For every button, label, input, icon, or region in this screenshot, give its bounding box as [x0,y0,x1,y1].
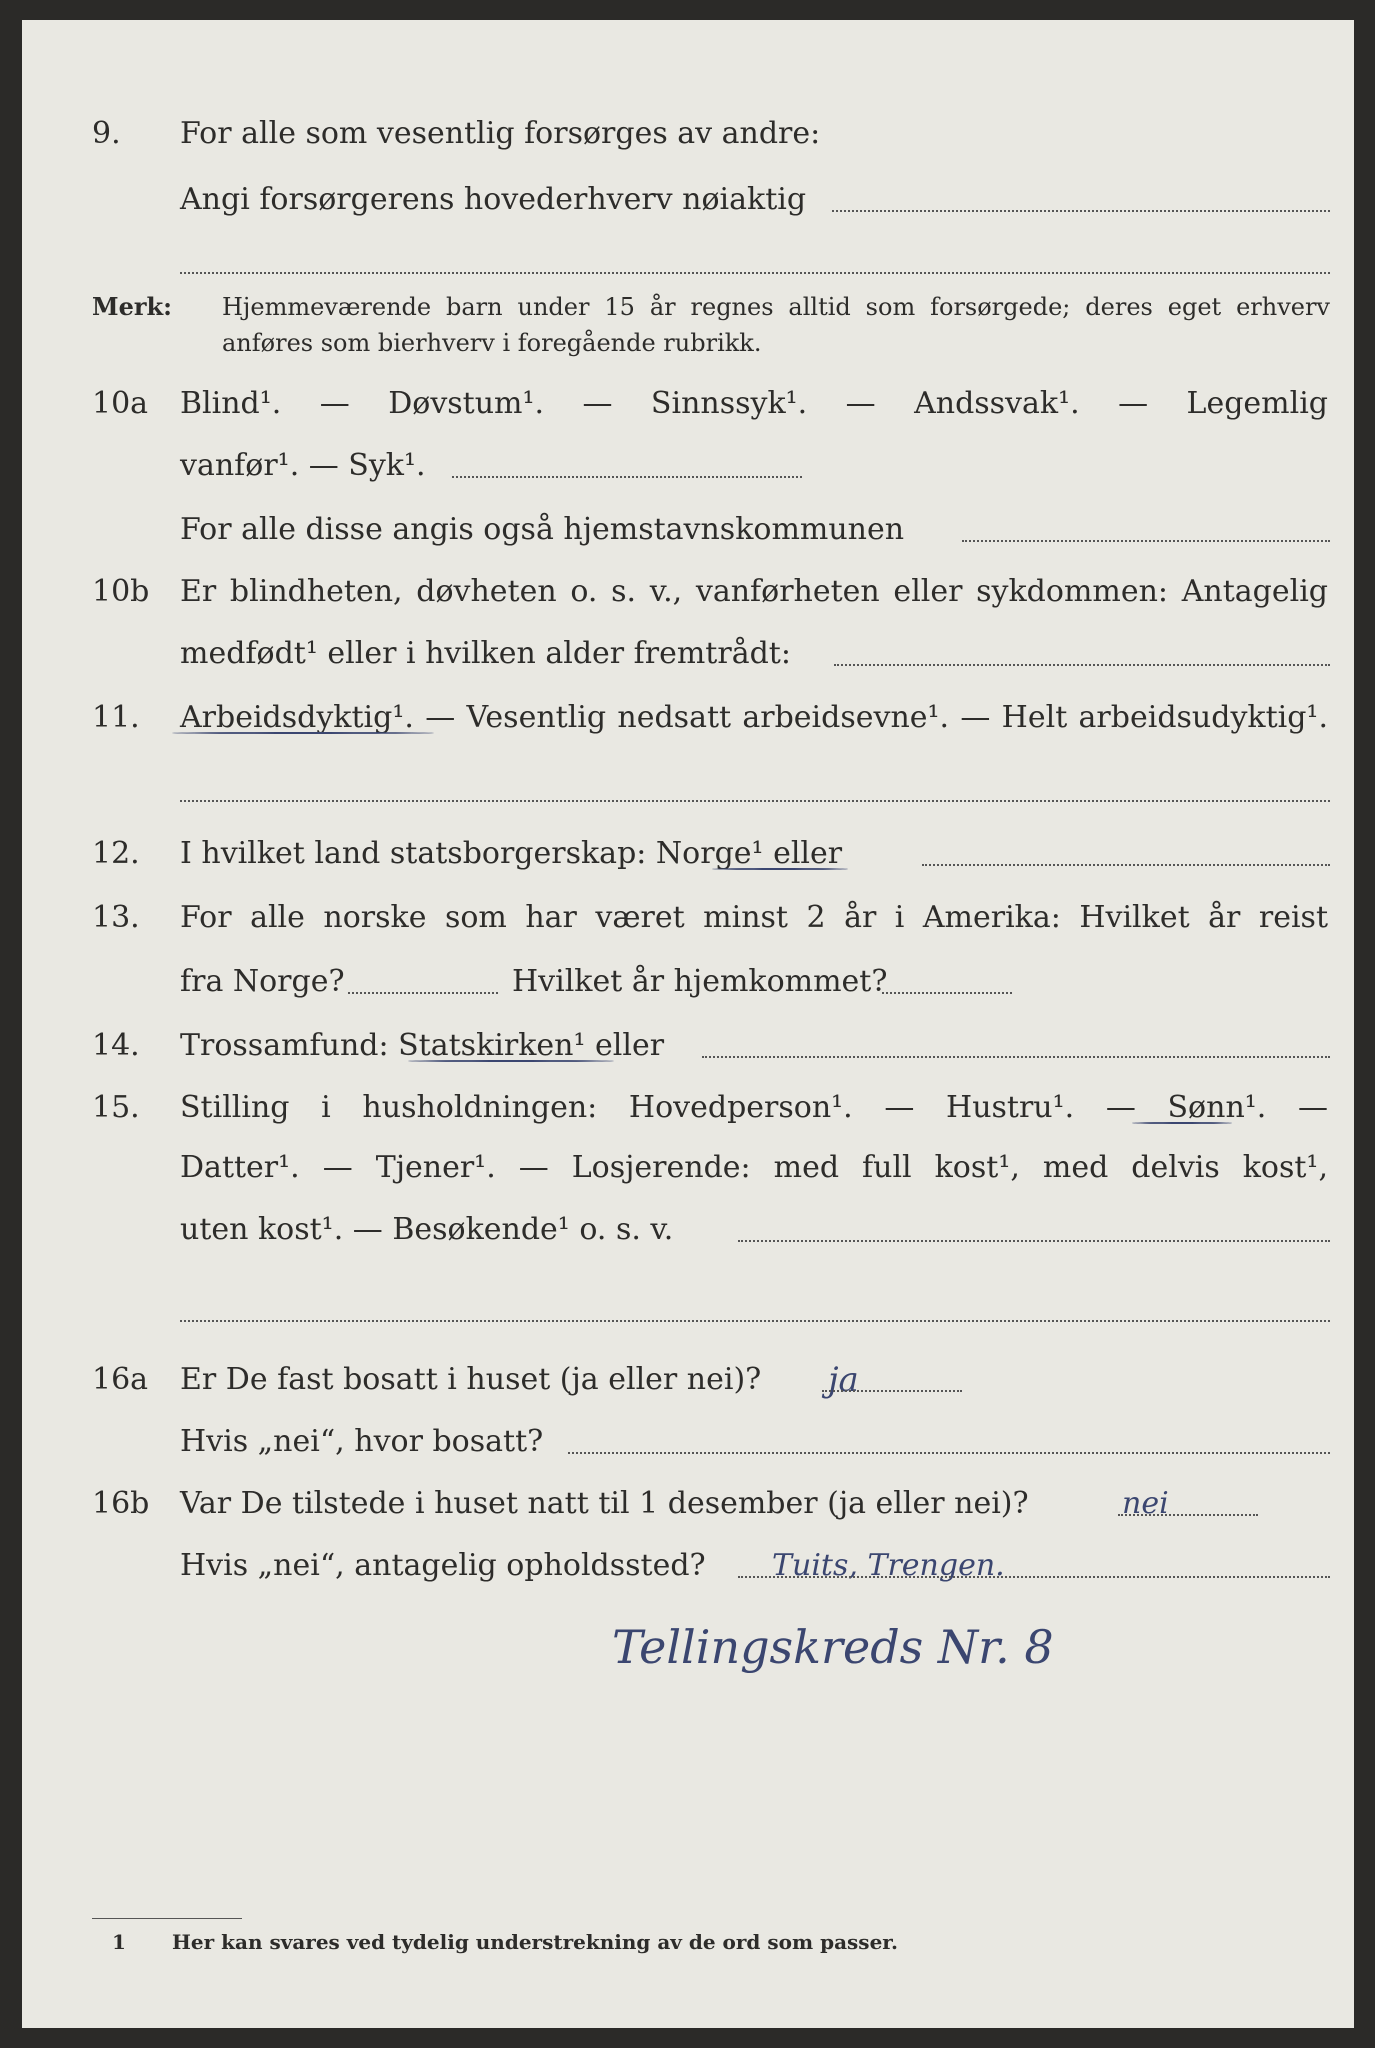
question-text: Datter¹. — Tjener¹. — Losjerende: med full kost¹, med delvis kost¹, [180,1150,1328,1185]
question-number: 11. [92,700,140,735]
answer-line[interactable] [702,1056,1330,1058]
question-16b-row [22,1482,1354,1526]
note-text: anføres som bierhverv i foregående rubrikk. [222,329,762,357]
question-text: Arbeidsdyktig¹. — Vesentlig nedsatt arbeidsevne¹. — Helt arbeidsudyktig¹. [180,700,1328,735]
answer-line[interactable] [832,210,1330,212]
answer-line[interactable] [568,1452,1330,1454]
question-10b-row-2 [22,632,1354,676]
answer-line[interactable] [822,1390,962,1392]
question-number: 9. [92,116,121,151]
answer-line[interactable] [738,1240,1330,1242]
question-text: medfødt¹ eller i hvilken alder fremtrådt: [180,636,791,671]
census-form-page [22,20,1354,2028]
handwritten-answer: Tuits, Trengen. [772,1548,1005,1583]
handwritten-underline [408,1060,614,1062]
answer-line[interactable] [452,476,802,478]
question-text: I hvilket land statsborgerskap: Norge¹ eller [180,836,843,871]
answer-line[interactable] [962,540,1330,542]
footnote-text: Her kan svares ved tydelig understrekning av de ord som passer. [172,1930,898,1954]
handwritten-district-number: Tellingskreds Nr. 8 [612,1620,1054,1674]
question-11-row [22,696,1354,740]
question-10b-row [22,570,1354,614]
question-number: 12. [92,836,140,871]
answer-line[interactable] [180,800,1330,802]
handwritten-answer: nei [1122,1486,1169,1521]
footnote-divider [92,1918,242,1919]
answer-line[interactable] [738,1576,1330,1578]
question-text: Var De tilstede i huset natt til 1 desember (ja eller nei)? [180,1486,1029,1521]
question-number: 10b [92,574,150,609]
question-text: Trossamfund: Statskirken¹ eller [180,1028,665,1063]
question-number: 16b [92,1486,150,1521]
question-text: For alle som vesentlig forsørges av andre: [180,116,821,151]
question-12-row [22,832,1354,876]
handwritten-underline [1132,1122,1232,1124]
question-14-row [22,1024,1354,1068]
note-row-2 [22,326,1354,370]
question-text: vanfør¹. — Syk¹. [180,448,426,483]
handwritten-answer: ja [828,1360,859,1400]
question-10a-row-2 [22,444,1354,488]
question-text: For alle disse angis også hjemstavnskommunen [180,512,905,547]
question-16a-row-2 [22,1420,1354,1464]
answer-line[interactable] [1118,1514,1258,1516]
question-16a-row [22,1358,1354,1402]
question-10a-row [22,382,1354,426]
answer-line[interactable] [180,1320,1330,1322]
question-number: 15. [92,1090,140,1125]
handwritten-underline [712,868,848,870]
handwritten-note-row [22,1612,1354,1682]
question-text: Hvis „nei“, antagelig opholdssted? [180,1548,706,1583]
question-number: 14. [92,1028,140,1063]
question-15-row [22,1086,1354,1130]
question-13-row-2 [22,960,1354,1004]
question-text: Hvilket år hjemkommet? [512,964,888,999]
question-number: 16a [92,1362,149,1397]
answer-line[interactable] [882,992,1012,994]
note-label: Merk: [92,292,172,321]
question-text: Er blindheten, døvheten o. s. v., vanførheten eller sykdommen: Antagelig [180,574,1328,609]
question-number: 13. [92,900,140,935]
question-number: 10a [92,386,149,421]
question-text: Blind¹. — Døvstum¹. — Sinnssyk¹. — Andssvak¹. — Legemlig [180,386,1328,421]
answer-line[interactable] [180,272,1330,274]
question-16b-row-2 [22,1544,1354,1588]
answer-line[interactable] [834,664,1330,666]
question-text: uten kost¹. — Besøkende¹ o. s. v. [180,1212,674,1247]
question-15-row-2 [22,1146,1354,1190]
answer-line[interactable] [348,992,498,994]
answer-line[interactable] [922,864,1330,866]
note-text: Hjemmeværende barn under 15 år regnes alltid som forsørgede; deres eget erhverv [222,293,1330,321]
question-10a-row-3 [22,508,1354,552]
question-13-row [22,896,1354,940]
question-15-row-3 [22,1208,1354,1252]
footnote-mark: 1 [112,1930,126,1954]
question-text: Hvis „nei“, hvor bosatt? [180,1424,544,1459]
question-text: Angi forsørgerens hovederhverv nøiaktig [180,182,807,217]
handwritten-underline [172,732,434,734]
question-9-row [22,112,1354,156]
question-text: For alle norske som har været minst 2 år i Amerika: Hvilket år reist [180,900,1328,935]
question-text: Er De fast bosatt i huset (ja eller nei)? [180,1362,762,1397]
question-text: Stilling i husholdningen: Hovedperson¹. — Hustru¹. — Sønn¹. — [180,1090,1328,1125]
question-text: fra Norge? [180,964,345,999]
question-9-row-2 [22,178,1354,222]
